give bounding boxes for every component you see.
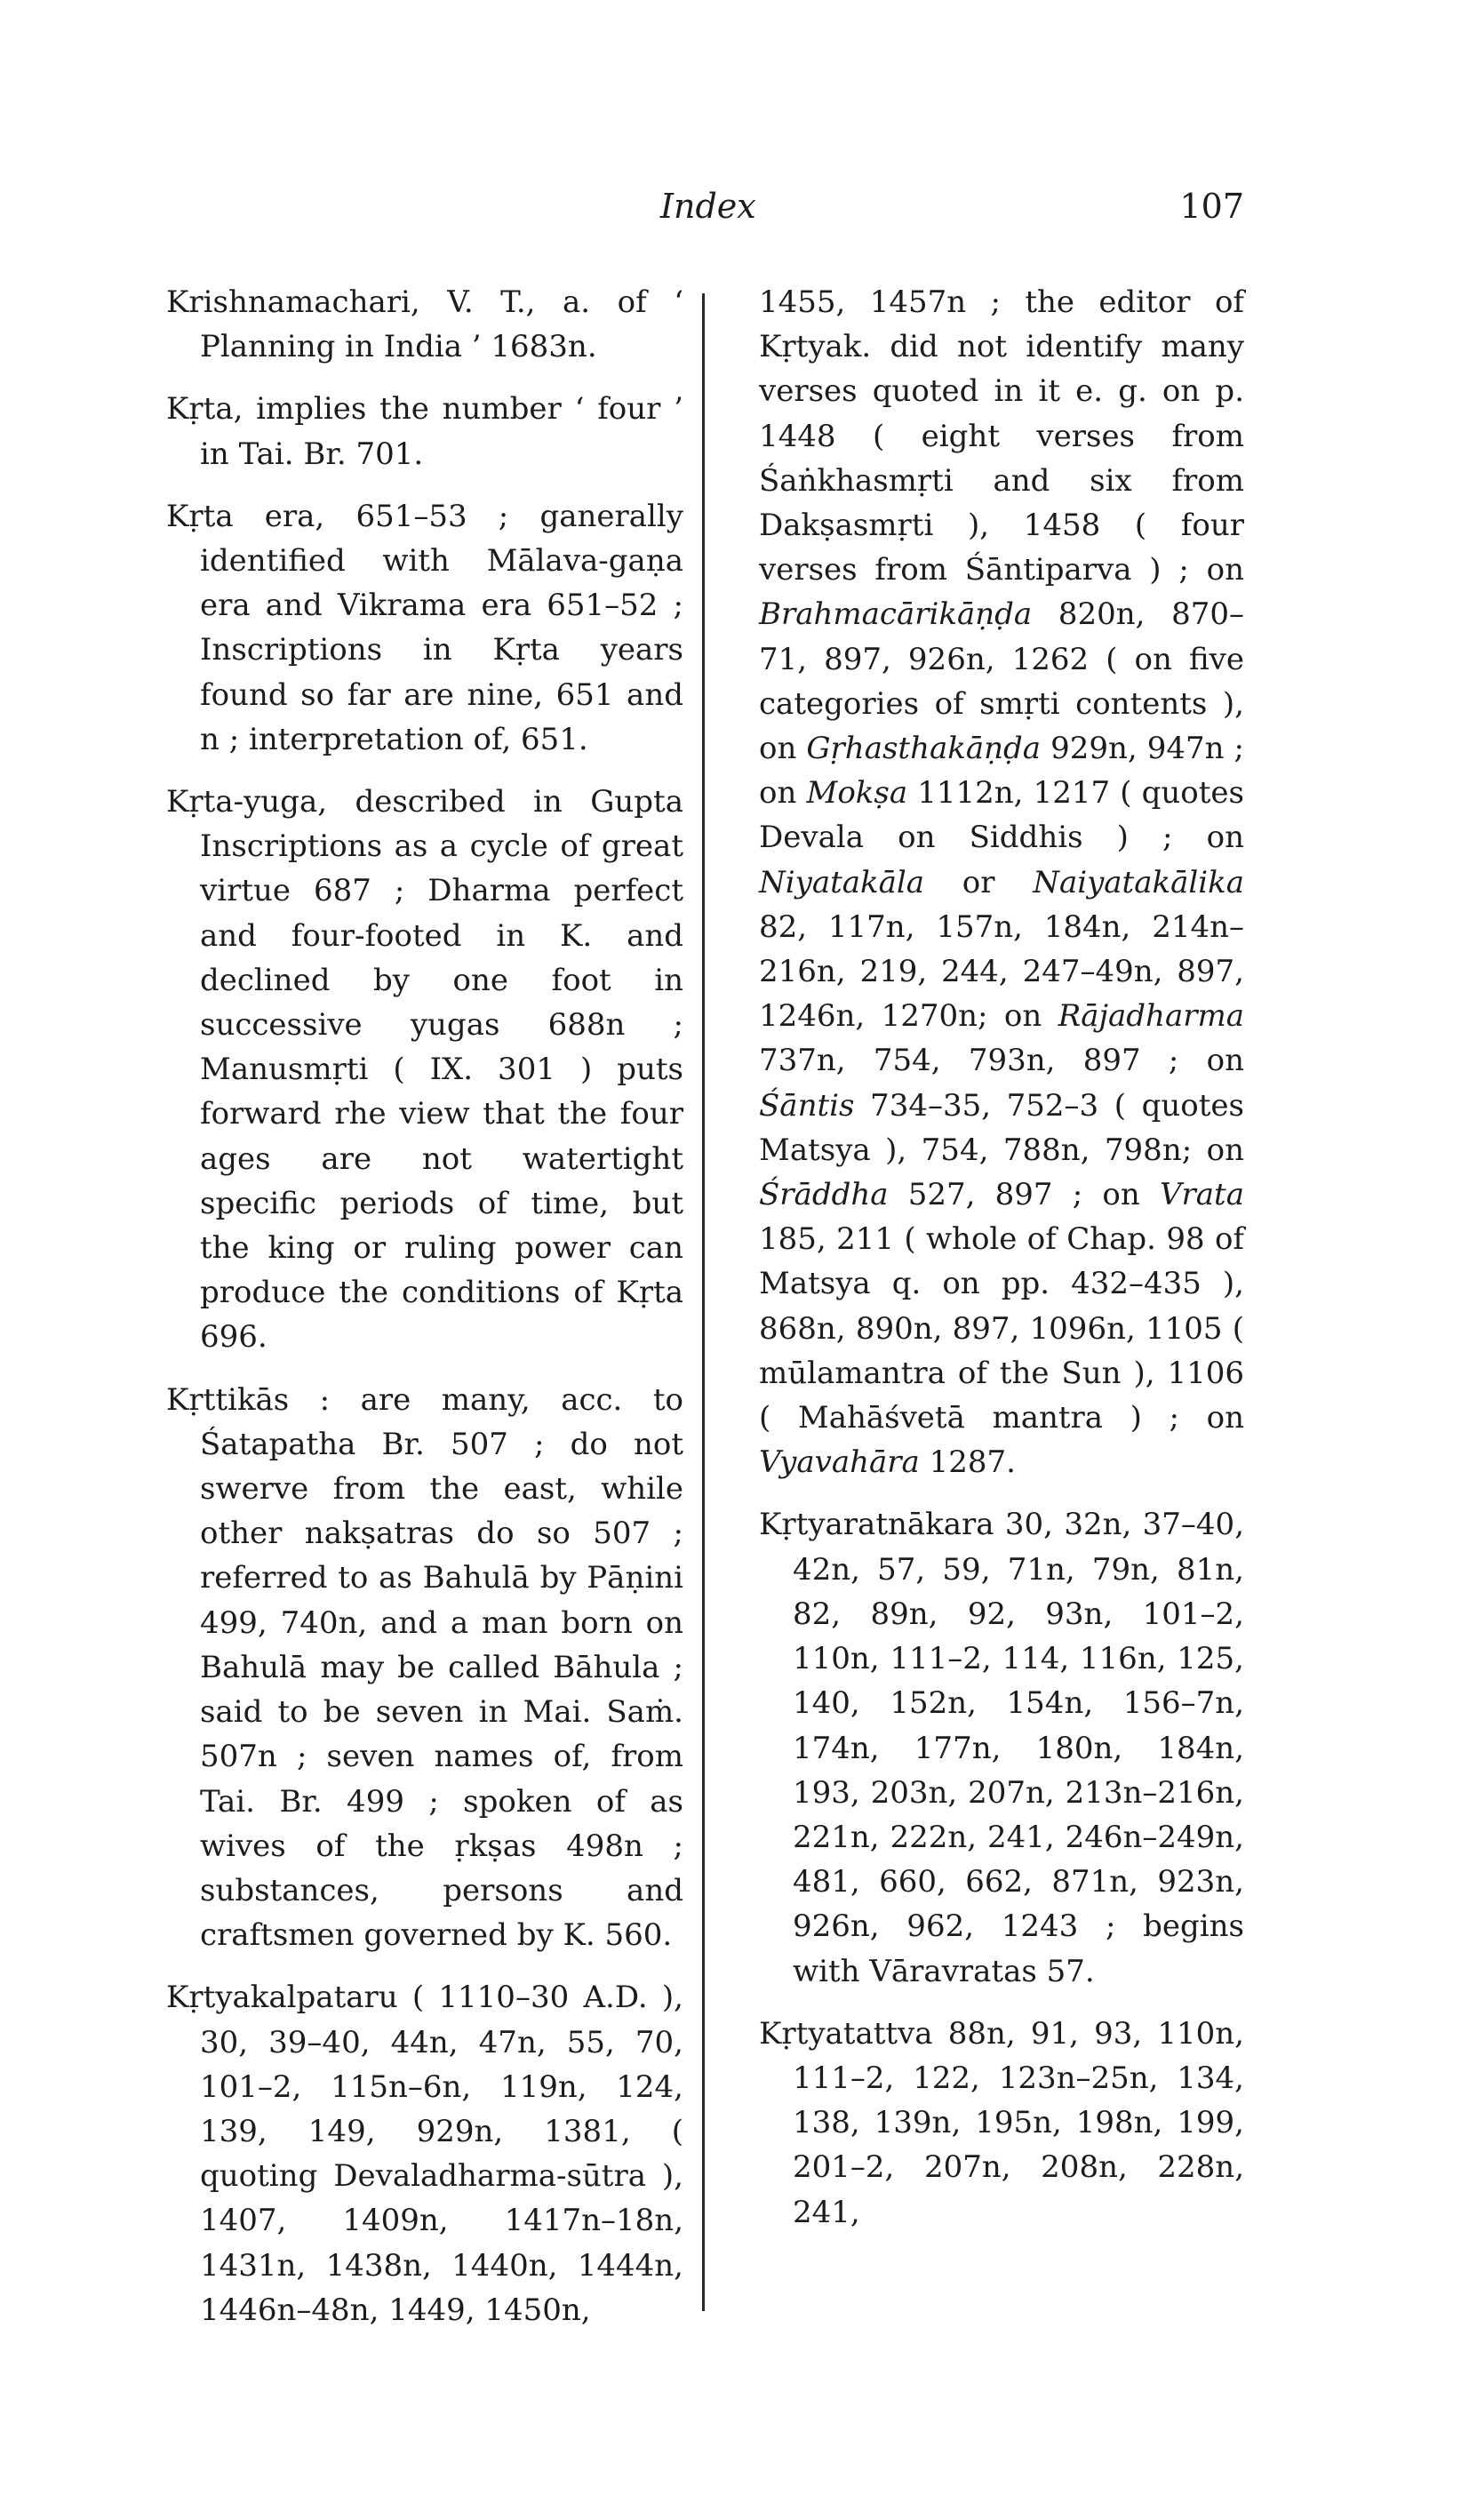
title-grhasthakanda: Gṛhasthakāṇḍa [806, 731, 1042, 767]
title-moksa: Mokṣa [806, 775, 908, 812]
title-vyavahara: Vyavahāra [759, 1444, 920, 1481]
continuation-text: 527, 897 ; on [888, 1177, 1160, 1213]
column-divider [702, 293, 705, 2311]
continuation-text: 734–35, 752–3 ( quotes Matsya ), 754, 788n, 798n; on [759, 1087, 1244, 1168]
continuation-text: 185, 211 ( whole of Chap. 98 of Matsya q. on pp. 432–435 ), 868n, 890n, 897, 1096n, 1105 ( mūlamantra of the Sun ), 1106 ( Mahāśvetā mantra ) ; on [759, 1221, 1244, 1436]
continuation-text: 82, 117n, 157n, 184n, 214n–216n, 219, 244, 247–49n, 897, 1246n, 1270n; on [759, 908, 1244, 1035]
continuation-text: 1287. [919, 1444, 1016, 1481]
continuation-text: 1112n, 1217 ( quotes Devala on Siddhis ) ; on [759, 775, 1244, 856]
continuation-text: 737n, 754, 793n, 897 ; on [759, 1043, 1244, 1079]
index-entry-krtyakalpataru-continued [759, 280, 1244, 1484]
index-entry-krtyakalpataru: Kṛtyakalpataru ( 1110–30 A.D. ), 30, 39–40, 44n, 47n, 55, 70, 101–2, 115n–6n, 119n, 124, 139, 149, 929n, 1381, ( quoting Devaladharma-sūtra ), 1407, 1409n, 1417n–18n, 1431n, 1438n, 1440n, 1444n, 1446n–48n, 1449, 1450n, [166, 1980, 683, 2328]
continuation-text: 820n, 870–71, 897, 926n, 1262 ( on five categories of smṛti contents ), on [759, 596, 1244, 767]
index-entry-krtyaratnakara: Kṛtyaratnākara 30, 32n, 37–40, 42n, 57, 59, 71n, 79n, 81n, 82, 89n, 92, 93n, 101–2, 110n, 111–2, 114, 116n, 125, 140, 152n, 154n, 156–7n, 174n, 177n, 180n, 184n, 193, 203n, 207n, 213n–216n, 221n, 222n, 241, 246n–249n, 481, 660, 662, 871n, 923n, 926n, 962, 1243 ; begins with Vāravratas 57. [759, 1507, 1244, 1989]
index-entry-krta-yuga: Kṛta-yuga, described in Gupta Inscriptions as a cycle of great virtue 687 ; Dharma perfect and four-footed in K. and declined by one foot in successive yugas 688n ; Manusmṛti ( IX. 301 ) puts forward rhe view that the four ages are not watertight specific periods of time, but the king or ruling power can produce the conditions of Kṛta 696. [166, 784, 683, 1356]
running-head: Index [660, 187, 756, 226]
index-entry-krishnamachari: Krishnamachari, V. T., a. of ‘ Planning in India ’ 1683n. [166, 284, 683, 365]
title-vrata: Vrata [1159, 1177, 1244, 1213]
left-column [166, 280, 683, 2350]
page-number: 107 [1179, 187, 1244, 226]
continuation-text: or [924, 864, 1034, 900]
title-sraddha: Śrāddha [759, 1177, 889, 1213]
title-rajadharma: Rājadharma [1058, 998, 1244, 1035]
index-entry-krttikas: Kṛttikās : are many, acc. to Śatapatha Br. 507 ; do not swerve from the east, while other nakṣatras do so 507 ; referred to as Bahulā by Pāṇini 499, 740n, and a man born on Bahulā may be called Bāhula ; said to be seven in Mai. Saṁ. 507n ; seven names of, from Tai. Br. 499 ; spoken of as wives of the ṛkṣas 498n ; substances, persons and craftsmen governed by K. 560. [166, 1381, 683, 1954]
index-entry-krta: Kṛta, implies the number ‘ four ’ in Tai. Br. 701. [166, 391, 683, 472]
continuation-text: 929n, 947n ; on [759, 731, 1244, 812]
title-brahmacarikanda: Brahmacārikāṇḍa [759, 596, 1033, 633]
index-entry-krta-era: Kṛta era, 651–53 ; ganerally identified with Mālava-gaṇa era and Vikrama era 651–52 ; Inscriptions in Kṛta years found so far are nine, 651 and n ; interpretation of, 651. [166, 498, 683, 757]
index-entry-krtyatattva: Kṛtyatattva 88n, 91, 93, 110n, 111–2, 122, 123n–25n, 134, 138, 139n, 195n, 198n, 199, 201–2, 207n, 208n, 228n, 241, [759, 2015, 1244, 2230]
right-column [759, 280, 1244, 2252]
title-niyatakala: Niyatakāla [759, 864, 925, 900]
page-header [167, 187, 1244, 240]
continuation-text: 1455, 1457n ; the editor of Kṛtyak. did not identify many verses quoted in it e. g. on p. 1448 ( eight verses from Śaṅkhasmṛti and six from Dakṣasmṛti ), 1458 ( four verses from Śāntiparva ) ; on [759, 284, 1244, 588]
title-naiyatakalika: Naiyatakālika [1033, 864, 1244, 900]
title-santis: Śāntis [759, 1087, 855, 1124]
